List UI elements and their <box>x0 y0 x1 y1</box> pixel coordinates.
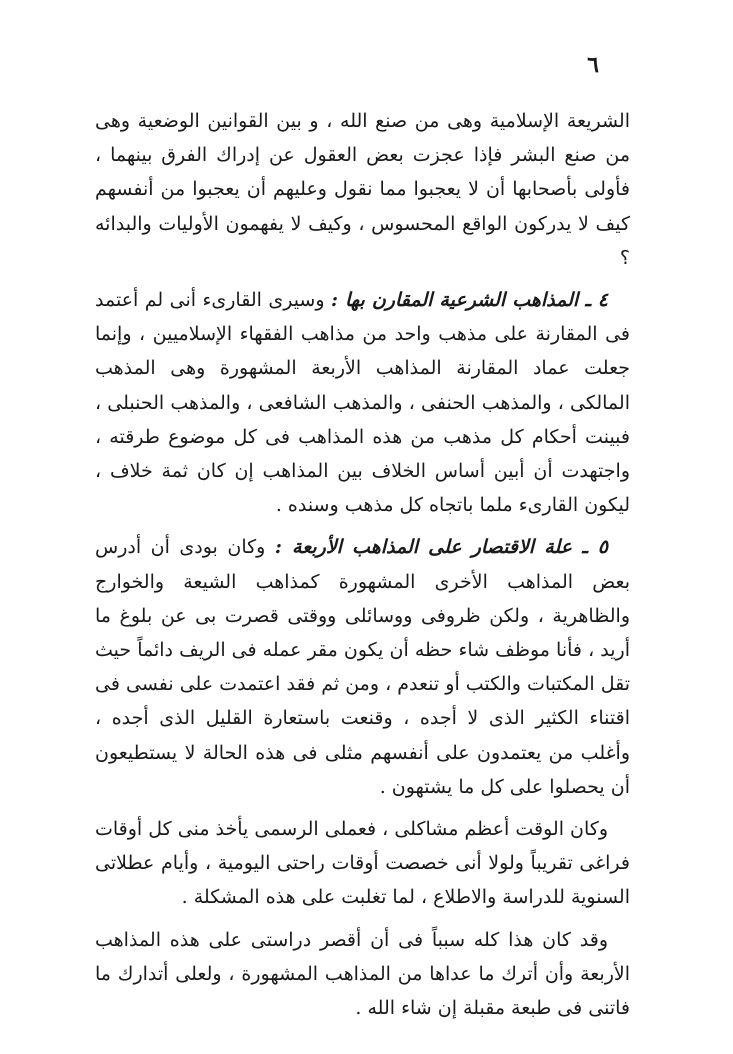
paragraph-3 <box>95 530 630 804</box>
page-number: ٦ <box>587 52 599 78</box>
paragraph-2-text: وسيرى القارىء أنى لم أعتمد فى المقارنة على مذهب واحد من مذاهب الفقهاء الإسلاميين ، وإنما جعلت عماد المقارنة المذاهب الأربعة المشهورة وهى المذهب المالكى ، والمذهب الحنفى ، والمذهب الشافعى ، والمذهب الحنبلى ، فبينت أحكام كل مذهب من هذه المذاهب فى كل موضوع طرقته ، واجتهدت أن أبين أساس الخلاف بين المذاهب إن كان ثمة خلاف ، ليكون القارىء ملما باتجاه كل مذهب وسنده . <box>95 289 630 517</box>
section-heading-5: ٥ ـ علة الاقتصار على المذاهب الأربعة : <box>274 536 609 559</box>
paragraph-1-text: الشريعة الإسلامية وهى من صنع الله ، و بين القوانين الوضعية وهى من صنع البشر فإذا عجزت بعض العقول عن إدراك الفرق بينهما ، فأولى بأصحابها أن لا يعجبوا مما نقول وعليهم أن يعجبوا من أنفسهم كيف لا يدركون الواقع المحسوس ، وكيف لا يفهمون الأوليات والبدائه ؟ <box>95 110 630 269</box>
paragraph-3-text: وكان بودى أن أدرس بعض المذاهب الأخرى المشهورة كمذاهب الشيعة والخوارج والظاهرية ، ولكن ظروفى ووسائلى ووقتى قصرت بى عن بلوغ ما أريد ، فأنا موظف شاء حظه أن يكون مقر عمله فى الريف دائماً حيث تقل المكتبات والكتب أو تنعدم ، ومن ثم فقد اعتمدت على نفسى فى اقتناء الكثير الذى لا أجده ، وقنعت باستعارة القليل الذى أجده ، وأغلب من يعتمدون على أنفسهم مثلى فى هذه الحالة لا يستطيعون أن يحصلوا على كل ما يشتهون . <box>95 536 630 798</box>
section-heading-4: ٤ ـ المذاهب الشرعية المقارن بها : <box>330 289 608 312</box>
body-text <box>95 104 630 1033</box>
paragraph-1 <box>95 104 630 275</box>
paragraph-5 <box>95 923 630 1026</box>
paragraph-2 <box>95 283 630 522</box>
paragraph-4-text: وكان الوقت أعظم مشاكلى ، فعملى الرسمى يأخذ منى كل أوقات فراغى تقريباً ولولا أنى خصصت أوقات راحتى اليومية ، وأيام عطلاتى السنوية للدراسة والاطلاع ، لما تغلبت على هذه المشكلة . <box>95 818 630 909</box>
paragraph-5-text: وقد كان هذا كله سبباً فى أن أقصر دراستى على هذه المذاهب الأربعة وأن أترك ما عداها من المذاهب المشهورة ، ولعلى أتدارك ما فاتنى فى طبعة مقبلة إن شاء الله . <box>95 928 630 1020</box>
paragraph-4 <box>95 812 630 915</box>
